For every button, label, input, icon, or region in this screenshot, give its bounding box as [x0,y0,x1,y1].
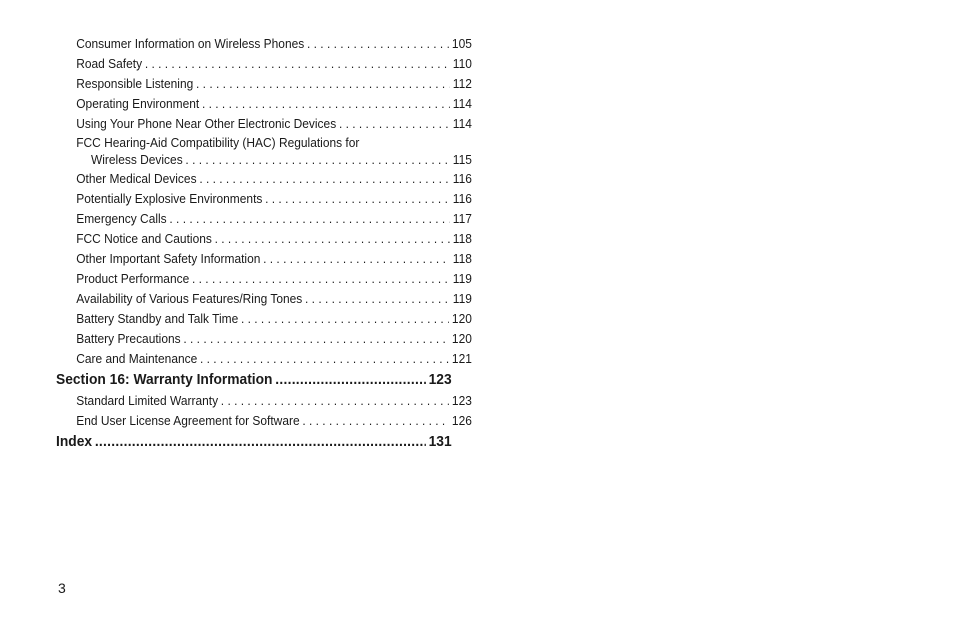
toc-entry[interactable] [56,289,472,309]
toc-entry-title: FCC Notice and Cautions [76,231,212,246]
toc-entry-title: Other Medical Devices [76,171,197,186]
toc-entry[interactable] [56,209,472,229]
toc-index-heading[interactable] [56,431,452,453]
toc-entry-title: Standard Limited Warranty [76,393,219,408]
dot-leader [339,114,450,134]
toc-entry-title: Availability of Various Features/Ring Tones [76,291,303,306]
toc-entry-page: 123 [451,393,472,408]
dot-leader [265,189,450,209]
toc-entry[interactable] [56,94,472,114]
toc-entry-title: Product Performance [76,271,190,286]
dot-leader [95,431,426,453]
toc-entry-title: Battery Precautions [76,331,181,346]
toc-entry-title: Battery Standby and Talk Time [76,311,239,326]
toc-entry-page: 119 [452,271,472,286]
dot-leader [185,151,450,169]
dot-leader [221,391,449,411]
dot-leader [302,411,449,431]
toc-entry[interactable] [56,411,472,431]
toc-entry[interactable] [56,54,472,74]
toc-entry[interactable] [56,329,472,349]
toc-entry-page: 115 [452,152,472,167]
toc-entry-page: 126 [451,413,472,428]
dot-leader [169,209,450,229]
dot-leader [305,289,450,309]
toc-entry-page: 118 [452,231,472,246]
toc-entry[interactable] [56,189,472,209]
dot-leader [196,74,450,94]
toc-entry-title: Other Important Safety Information [76,251,261,266]
toc-entry[interactable] [56,114,472,134]
dot-leader [183,329,449,349]
toc-entry[interactable] [56,269,472,289]
toc-entry-page: 114 [452,116,472,131]
toc-entry-title: Operating Environment [76,96,200,111]
toc-entry-page: 119 [452,291,472,306]
toc-entry-title: Responsible Listening [76,76,194,91]
table-of-contents [56,34,472,453]
toc-entry[interactable] [56,249,472,269]
toc-entry-title-line1: FCC Hearing-Aid Compatibility (HAC) Regulations for [76,135,360,150]
toc-entry-page: 105 [451,36,472,51]
toc-entry-title: End User License Agreement for Software [76,413,300,428]
toc-entry-page: 116 [452,191,472,206]
toc-entry-title: Emergency Calls [76,211,167,226]
dot-leader [200,349,449,369]
toc-entry-page: 120 [451,311,472,326]
dot-leader [192,269,450,289]
toc-entry[interactable] [56,169,472,189]
toc-entry-continuation [76,151,472,169]
toc-entry-title: Road Safety [76,56,143,71]
toc-entry-page: 112 [452,76,472,91]
toc-entry-page: 117 [452,211,472,226]
toc-entry[interactable] [56,229,472,249]
index-page: 131 [428,433,452,450]
dot-leader [241,309,449,329]
toc-entry-page: 120 [451,331,472,346]
toc-entry-title: Using Your Phone Near Other Electronic Devices [76,116,337,131]
dot-leader [307,34,449,54]
page-number: 3 [58,580,66,596]
toc-entry-multiline[interactable] [56,134,472,169]
toc-entry-page: 110 [452,56,472,71]
toc-entry-title: Potentially Explosive Environments [76,191,263,206]
toc-section-heading[interactable] [56,369,452,391]
toc-entry-page: 114 [452,96,472,111]
dot-leader [263,249,450,269]
toc-entry[interactable] [56,391,472,411]
toc-entry-title: Consumer Information on Wireless Phones [76,36,305,51]
toc-entry[interactable] [56,34,472,54]
dot-leader [145,54,450,74]
toc-entry-page: 116 [452,171,472,186]
toc-entry-title: Care and Maintenance [76,351,198,366]
dot-leader [202,94,450,114]
dot-leader [199,169,450,189]
section-page: 123 [428,371,452,388]
toc-entry[interactable] [56,309,472,329]
dot-leader [275,369,426,391]
toc-entry[interactable] [56,349,472,369]
toc-entry-page: 121 [451,351,472,366]
index-title: Index [56,433,93,450]
toc-entry[interactable] [56,74,472,94]
section-title: Section 16: Warranty Information [56,371,273,388]
toc-entry-page: 118 [452,251,472,266]
toc-entry-title-line2: Wireless Devices [90,152,183,167]
dot-leader [215,229,450,249]
